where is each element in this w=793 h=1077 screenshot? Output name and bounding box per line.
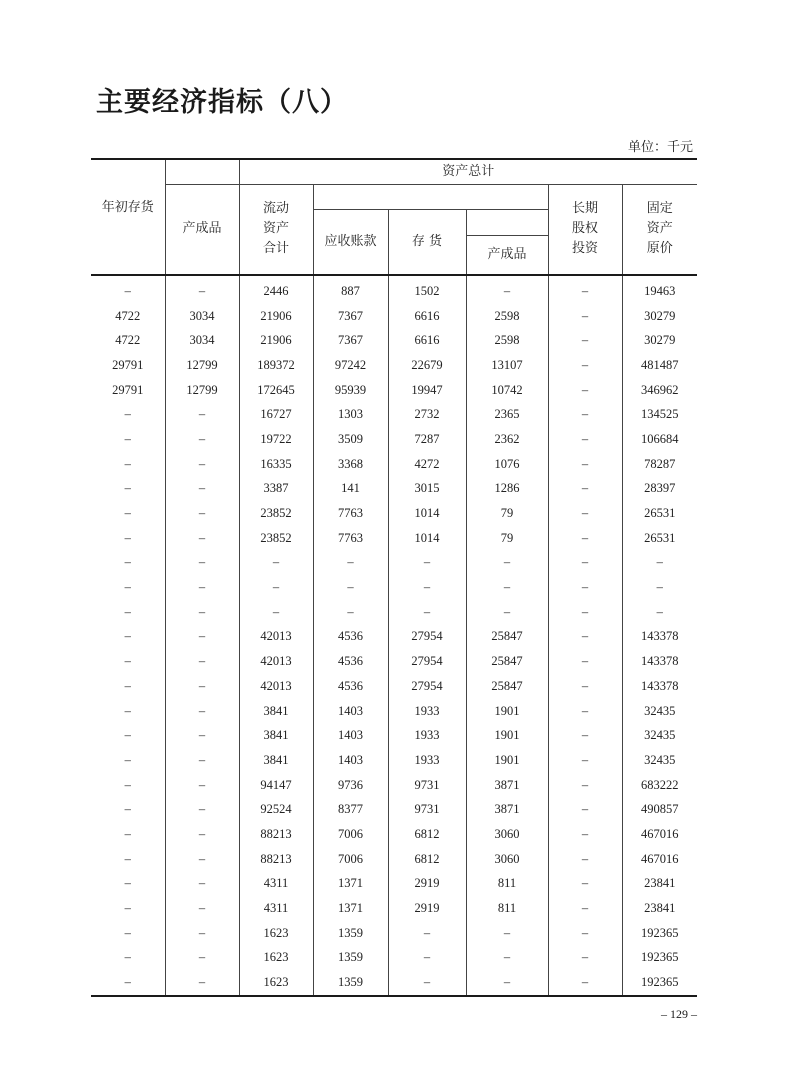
cell-fixed-assets-original-value: 346962 [622, 378, 697, 403]
cell-finished-goods: – [165, 501, 239, 526]
cell-inventory-finished-goods: 25847 [466, 674, 548, 699]
cell-inventory-finished-goods: 25847 [466, 625, 548, 650]
cell-long-term-equity-investment: – [548, 896, 622, 921]
cell-opening-inventory: – [124, 851, 131, 866]
cell-long-term-equity-investment: – [548, 328, 622, 353]
cell-opening-inventory: – [124, 555, 131, 570]
cell-inventory: 27954 [388, 674, 466, 699]
cell-inventory: 1502 [388, 275, 466, 304]
cell-inventory-finished-goods: 10742 [466, 378, 548, 403]
table-row [91, 896, 697, 921]
cell-inventory-finished-goods: – [466, 946, 548, 971]
header-fixed-assets-original-value [622, 184, 697, 275]
cell-current-assets-total: 1623 [239, 970, 313, 996]
cell-finished-goods: 3034 [165, 304, 239, 329]
cell-inventory-finished-goods: 79 [466, 501, 548, 526]
cell-accounts-receivable: 1371 [313, 872, 388, 897]
cell-opening-inventory: 29791 [112, 382, 144, 397]
cell-fixed-assets-original-value: 32435 [622, 699, 697, 724]
cell-opening-inventory: – [124, 876, 131, 891]
table-row [91, 822, 697, 847]
cell-fixed-assets-original-value: – [622, 600, 697, 625]
cell-opening-inventory: – [124, 777, 131, 792]
header-inventory: 存 货 [388, 209, 466, 275]
cell-long-term-equity-investment: – [548, 600, 622, 625]
cell-finished-goods: – [165, 896, 239, 921]
cell-fixed-assets-original-value: 32435 [622, 723, 697, 748]
cell-long-term-equity-investment: – [548, 378, 622, 403]
cell-inventory: 27954 [388, 649, 466, 674]
cell-current-assets-total: 4311 [239, 872, 313, 897]
header-inventory-finished-goods: 产成品 [466, 235, 548, 275]
cell-fixed-assets-original-value: 143378 [622, 649, 697, 674]
cell-inventory: – [388, 551, 466, 576]
table-row [91, 970, 697, 996]
cell-fixed-assets-original-value: 467016 [622, 847, 697, 872]
cell-accounts-receivable: 7763 [313, 501, 388, 526]
cell-accounts-receivable: 1303 [313, 402, 388, 427]
table-row [91, 748, 697, 773]
table-row [91, 921, 697, 946]
table-row [91, 946, 697, 971]
cell-inventory-finished-goods: 3871 [466, 797, 548, 822]
cell-current-assets-total: 88213 [239, 847, 313, 872]
table-row [91, 328, 697, 353]
cell-long-term-equity-investment: – [548, 353, 622, 378]
cell-inventory: 4272 [388, 452, 466, 477]
cell-finished-goods: – [165, 526, 239, 551]
cell-inventory: 6812 [388, 847, 466, 872]
cell-fixed-assets-original-value: – [622, 551, 697, 576]
cell-long-term-equity-investment: – [548, 970, 622, 996]
cell-fixed-assets-original-value: 192365 [622, 946, 697, 971]
cell-inventory-finished-goods: 2362 [466, 427, 548, 452]
cell-current-assets-total: 1623 [239, 946, 313, 971]
cell-inventory: 1933 [388, 748, 466, 773]
cell-current-assets-total: 3841 [239, 723, 313, 748]
cell-finished-goods: – [165, 427, 239, 452]
cell-finished-goods: – [165, 402, 239, 427]
cell-long-term-equity-investment: – [548, 551, 622, 576]
cell-inventory: 6616 [388, 328, 466, 353]
cell-inventory-finished-goods: – [466, 921, 548, 946]
cell-accounts-receivable: 95939 [313, 378, 388, 403]
cell-long-term-equity-investment: – [548, 427, 622, 452]
cell-inventory: 1933 [388, 699, 466, 724]
cell-accounts-receivable: 1359 [313, 946, 388, 971]
table-row [91, 275, 697, 304]
cell-inventory: 3015 [388, 477, 466, 502]
cell-current-assets-total: 3841 [239, 699, 313, 724]
cell-inventory: 1933 [388, 723, 466, 748]
cell-finished-goods: – [165, 649, 239, 674]
cell-inventory: 2732 [388, 402, 466, 427]
cell-opening-inventory: – [124, 407, 131, 422]
table-row [91, 797, 697, 822]
cell-current-assets-total: 42013 [239, 674, 313, 699]
cell-long-term-equity-investment: – [548, 526, 622, 551]
cell-accounts-receivable: 7006 [313, 822, 388, 847]
cell-opening-inventory: – [124, 580, 131, 595]
cell-accounts-receivable: 9736 [313, 773, 388, 798]
cell-opening-inventory: – [124, 456, 131, 471]
cell-opening-inventory: – [124, 629, 131, 644]
cell-current-assets-total: – [239, 551, 313, 576]
unit-label: 单位：千元 [627, 140, 693, 155]
cell-inventory: 7287 [388, 427, 466, 452]
cell-finished-goods: – [165, 797, 239, 822]
cell-current-assets-total: 172645 [239, 378, 313, 403]
cell-opening-inventory: – [91, 970, 165, 996]
cell-opening-inventory: – [124, 901, 131, 916]
cell-long-term-equity-investment: – [548, 946, 622, 971]
cell-finished-goods: – [165, 847, 239, 872]
cell-long-term-equity-investment: – [548, 674, 622, 699]
cell-opening-inventory: – [124, 283, 131, 298]
cell-accounts-receivable: 7367 [313, 328, 388, 353]
cell-inventory-finished-goods: 1076 [466, 452, 548, 477]
cell-inventory-finished-goods: 25847 [466, 649, 548, 674]
cell-accounts-receivable: 887 [313, 275, 388, 304]
cell-finished-goods: – [165, 477, 239, 502]
cell-long-term-equity-investment: – [548, 699, 622, 724]
cell-opening-inventory: – [124, 728, 131, 743]
cell-fixed-assets-original-value: 28397 [622, 477, 697, 502]
cell-long-term-equity-investment: – [548, 275, 622, 304]
cell-inventory: 1014 [388, 526, 466, 551]
cell-fixed-assets-original-value: 106684 [622, 427, 697, 452]
cell-long-term-equity-investment: – [548, 872, 622, 897]
table-row [91, 452, 697, 477]
cell-fixed-assets-original-value: 490857 [622, 797, 697, 822]
cell-fixed-assets-original-value: 143378 [622, 625, 697, 650]
table-row [91, 402, 697, 427]
cell-finished-goods: – [165, 452, 239, 477]
table-row [91, 304, 697, 329]
cell-opening-inventory: – [124, 678, 131, 693]
header-total-assets: 资产总计 [239, 159, 697, 184]
cell-finished-goods: 12799 [165, 353, 239, 378]
cell-accounts-receivable: 3368 [313, 452, 388, 477]
cell-inventory: 22679 [388, 353, 466, 378]
cell-finished-goods: – [165, 946, 239, 971]
cell-long-term-equity-investment: – [548, 304, 622, 329]
cell-fixed-assets-original-value: 30279 [622, 328, 697, 353]
cell-accounts-receivable: 7367 [313, 304, 388, 329]
cell-current-assets-total: 21906 [239, 304, 313, 329]
cell-accounts-receivable: 1403 [313, 748, 388, 773]
cell-finished-goods: – [165, 625, 239, 650]
cell-fixed-assets-original-value: – [622, 575, 697, 600]
cell-opening-inventory: 4722 [115, 333, 141, 348]
cell-fixed-assets-original-value: 32435 [622, 748, 697, 773]
cell-opening-inventory: – [124, 506, 131, 521]
cell-inventory: 2919 [388, 872, 466, 897]
cell-finished-goods: – [165, 723, 239, 748]
cell-fixed-assets-original-value: 26531 [622, 526, 697, 551]
cell-current-assets-total: – [239, 600, 313, 625]
cell-inventory: – [388, 946, 466, 971]
cell-opening-inventory: – [124, 431, 131, 446]
cell-fixed-assets-original-value: 78287 [622, 452, 697, 477]
table-row [91, 674, 697, 699]
cell-fixed-assets-original-value: 30279 [622, 304, 697, 329]
cell-opening-inventory: – [124, 481, 131, 496]
cell-fixed-assets-original-value: 192365 [622, 970, 697, 996]
cell-current-assets-total: 3387 [239, 477, 313, 502]
cell-long-term-equity-investment: – [548, 723, 622, 748]
cell-current-assets-total: 2446 [239, 275, 313, 304]
cell-inventory: – [388, 921, 466, 946]
header-accounts-receivable: 应收账款 [313, 209, 388, 275]
cell-inventory: – [388, 970, 466, 996]
cell-accounts-receivable: 1403 [313, 723, 388, 748]
header-blank-inventory-top [466, 209, 548, 235]
cell-finished-goods: – [165, 600, 239, 625]
cell-current-assets-total: 3841 [239, 748, 313, 773]
table-row [91, 625, 697, 650]
cell-inventory-finished-goods: 3060 [466, 847, 548, 872]
cell-inventory: 1014 [388, 501, 466, 526]
table-row [91, 847, 697, 872]
cell-current-assets-total: 88213 [239, 822, 313, 847]
header-current-assets-total-text: 流动资产合计 [262, 201, 289, 257]
cell-long-term-equity-investment: – [548, 847, 622, 872]
cell-finished-goods: – [165, 748, 239, 773]
table-row [91, 600, 697, 625]
cell-finished-goods: – [165, 551, 239, 576]
cell-fixed-assets-original-value: 192365 [622, 921, 697, 946]
cell-current-assets-total: 16727 [239, 402, 313, 427]
cell-current-assets-total: – [239, 575, 313, 600]
cell-accounts-receivable: 141 [313, 477, 388, 502]
cell-current-assets-total: 4311 [239, 896, 313, 921]
cell-inventory-finished-goods: 3871 [466, 773, 548, 798]
cell-long-term-equity-investment: – [548, 797, 622, 822]
cell-inventory: 6616 [388, 304, 466, 329]
cell-fixed-assets-original-value: 143378 [622, 674, 697, 699]
table-row [91, 477, 697, 502]
cell-accounts-receivable: 4536 [313, 649, 388, 674]
table-row [91, 501, 697, 526]
cell-long-term-equity-investment: – [548, 748, 622, 773]
cell-accounts-receivable: 4536 [313, 625, 388, 650]
cell-inventory-finished-goods: 79 [466, 526, 548, 551]
cell-long-term-equity-investment: – [548, 921, 622, 946]
cell-opening-inventory: – [124, 654, 131, 669]
cell-fixed-assets-original-value: 26531 [622, 501, 697, 526]
cell-accounts-receivable: 8377 [313, 797, 388, 822]
cell-finished-goods: 3034 [165, 328, 239, 353]
cell-opening-inventory: 29791 [112, 357, 144, 372]
cell-finished-goods: – [165, 575, 239, 600]
cell-accounts-receivable: 3509 [313, 427, 388, 452]
cell-inventory-finished-goods: 1286 [466, 477, 548, 502]
cell-inventory: 9731 [388, 797, 466, 822]
cell-finished-goods: – [165, 872, 239, 897]
cell-finished-goods: – [165, 822, 239, 847]
cell-opening-inventory: – [124, 802, 131, 817]
cell-accounts-receivable: 97242 [313, 353, 388, 378]
table-row [91, 872, 697, 897]
cell-current-assets-total: 94147 [239, 773, 313, 798]
cell-finished-goods: – [165, 970, 239, 996]
cell-inventory-finished-goods: 2598 [466, 328, 548, 353]
cell-long-term-equity-investment: – [548, 625, 622, 650]
header-current-assets-total [239, 184, 313, 275]
cell-inventory-finished-goods: – [466, 575, 548, 600]
cell-fixed-assets-original-value: 23841 [622, 896, 697, 921]
cell-inventory: 2919 [388, 896, 466, 921]
cell-long-term-equity-investment: – [548, 822, 622, 847]
cell-inventory-finished-goods: – [466, 970, 548, 996]
table-row [91, 378, 697, 403]
economic-indicators-table [91, 158, 697, 997]
table-row [91, 575, 697, 600]
cell-inventory-finished-goods: – [466, 600, 548, 625]
cell-long-term-equity-investment: – [548, 452, 622, 477]
cell-finished-goods: – [165, 275, 239, 304]
table-row [91, 526, 697, 551]
cell-finished-goods: – [165, 921, 239, 946]
table-row [91, 723, 697, 748]
cell-current-assets-total: 16335 [239, 452, 313, 477]
table-row [91, 699, 697, 724]
table-row [91, 427, 697, 452]
cell-current-assets-total: 1623 [239, 921, 313, 946]
cell-fixed-assets-original-value: 19463 [622, 275, 697, 304]
cell-opening-inventory: – [124, 950, 131, 965]
cell-fixed-assets-original-value: 481487 [622, 353, 697, 378]
cell-inventory-finished-goods: 13107 [466, 353, 548, 378]
cell-long-term-equity-investment: – [548, 402, 622, 427]
page-number: – 129 – [661, 1007, 697, 1021]
cell-inventory-finished-goods: – [466, 275, 548, 304]
table-row [91, 551, 697, 576]
cell-opening-inventory: – [124, 925, 131, 940]
header-long-term-equity-investment-text: 长期股权投资 [571, 201, 598, 257]
header-finished-goods: 产成品 [165, 184, 239, 275]
cell-accounts-receivable: 4536 [313, 674, 388, 699]
cell-inventory-finished-goods: 811 [466, 872, 548, 897]
cell-inventory: – [388, 600, 466, 625]
cell-finished-goods: – [165, 773, 239, 798]
cell-current-assets-total: 23852 [239, 526, 313, 551]
cell-inventory-finished-goods: 1901 [466, 748, 548, 773]
cell-fixed-assets-original-value: 134525 [622, 402, 697, 427]
cell-finished-goods: – [165, 699, 239, 724]
cell-inventory: 19947 [388, 378, 466, 403]
cell-long-term-equity-investment: – [548, 477, 622, 502]
header-fixed-assets-original-value-text: 固定资产原价 [646, 201, 673, 257]
table-row [91, 773, 697, 798]
cell-accounts-receivable: 1371 [313, 896, 388, 921]
cell-inventory: – [388, 575, 466, 600]
cell-accounts-receivable: – [313, 600, 388, 625]
cell-inventory-finished-goods: 1901 [466, 699, 548, 724]
cell-long-term-equity-investment: – [548, 575, 622, 600]
cell-inventory-finished-goods: 811 [466, 896, 548, 921]
cell-inventory: 6812 [388, 822, 466, 847]
cell-inventory: 27954 [388, 625, 466, 650]
cell-finished-goods: 12799 [165, 378, 239, 403]
cell-inventory-finished-goods: 2365 [466, 402, 548, 427]
cell-current-assets-total: 42013 [239, 625, 313, 650]
cell-inventory-finished-goods: – [466, 551, 548, 576]
header-blank-band [313, 184, 548, 209]
cell-accounts-receivable: – [313, 551, 388, 576]
cell-accounts-receivable: 1359 [313, 921, 388, 946]
cell-long-term-equity-investment: – [548, 773, 622, 798]
cell-opening-inventory: – [124, 703, 131, 718]
cell-long-term-equity-investment: – [548, 649, 622, 674]
cell-inventory-finished-goods: 3060 [466, 822, 548, 847]
cell-long-term-equity-investment: – [548, 501, 622, 526]
cell-accounts-receivable: 7763 [313, 526, 388, 551]
header-blank [165, 159, 239, 184]
cell-inventory-finished-goods: 1901 [466, 723, 548, 748]
table-row [91, 649, 697, 674]
cell-current-assets-total: 92524 [239, 797, 313, 822]
cell-current-assets-total: 23852 [239, 501, 313, 526]
header-opening-inventory: 年初存货 [91, 159, 165, 275]
cell-accounts-receivable: 1359 [313, 970, 388, 996]
cell-current-assets-total: 21906 [239, 328, 313, 353]
cell-opening-inventory: – [124, 530, 131, 545]
cell-accounts-receivable: 1403 [313, 699, 388, 724]
cell-fixed-assets-original-value: 467016 [622, 822, 697, 847]
cell-accounts-receivable: – [313, 575, 388, 600]
cell-current-assets-total: 42013 [239, 649, 313, 674]
header-long-term-equity-investment [548, 184, 622, 275]
cell-opening-inventory: 4722 [115, 308, 141, 323]
table-row [91, 353, 697, 378]
cell-opening-inventory: – [124, 752, 131, 767]
cell-accounts-receivable: 7006 [313, 847, 388, 872]
cell-current-assets-total: 19722 [239, 427, 313, 452]
cell-fixed-assets-original-value: 23841 [622, 872, 697, 897]
table-header [91, 159, 697, 275]
cell-current-assets-total: 189372 [239, 353, 313, 378]
cell-inventory: 9731 [388, 773, 466, 798]
table-body [91, 275, 697, 996]
cell-fixed-assets-original-value: 683222 [622, 773, 697, 798]
cell-finished-goods: – [165, 674, 239, 699]
page-title: 主要经济指标（八） [96, 87, 348, 118]
cell-inventory-finished-goods: 2598 [466, 304, 548, 329]
cell-opening-inventory: – [124, 826, 131, 841]
cell-opening-inventory: – [124, 604, 131, 619]
